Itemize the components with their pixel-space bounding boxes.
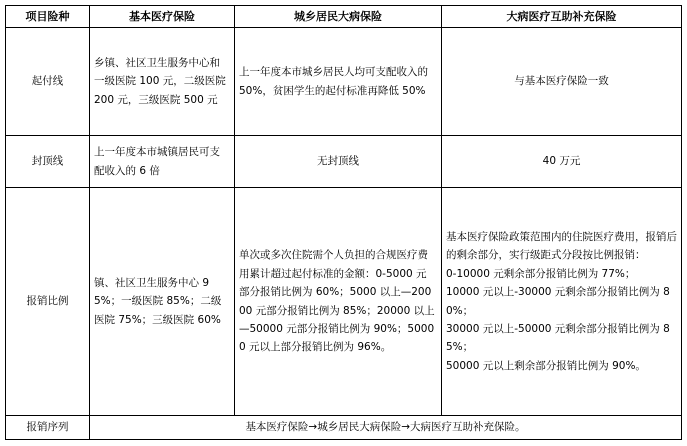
header-urban: 城乡居民大病保险 bbox=[235, 6, 442, 28]
label-reimbursement-order: 报销序列 bbox=[6, 416, 90, 440]
ratio-supplementary bbox=[442, 188, 682, 416]
row-reimbursement-ratio bbox=[6, 188, 682, 416]
ratio-supp-line: 基本医疗保险政策范围内的住院医疗费用，报销后的剩余部分，实行级距式分段按比例报销： bbox=[446, 231, 677, 262]
cap-line-urban: 无封顶线 bbox=[235, 136, 442, 188]
header-item: 项目险种 bbox=[6, 6, 90, 28]
row-reimbursement-order bbox=[6, 416, 682, 440]
header-row bbox=[6, 6, 682, 28]
ratio-urban: 单次或多次住院需个人负担的合规医疗费用累计超过起付标准的金额：0-5000 元部分报销比例为 60%；5000 以上—20000 元部分报销比例为 85%；20000 以上—50000 元部分报销比例为 90%；50000 元以上部分报销比例为 96%。 bbox=[235, 188, 442, 416]
label-start-line: 起付线 bbox=[6, 28, 90, 136]
start-line-basic: 乡镇、社区卫生服务中心和一级医院 100 元，二级医院 200 元，三级医院 500 元 bbox=[90, 28, 235, 136]
cap-line-supplementary: 40 万元 bbox=[442, 136, 682, 188]
ratio-supp-line: 0-10000 元剩余部分报销比例为 77%； bbox=[446, 267, 636, 280]
ratio-basic: 镇、社区卫生服务中心 95%；一级医院 85%；二级医院 75%；三级医院 60% bbox=[90, 188, 235, 416]
cap-line-basic: 上一年度本市城镇居民可支配收入的 6 倍 bbox=[90, 136, 235, 188]
header-basic: 基本医疗保险 bbox=[90, 6, 235, 28]
label-cap-line: 封顶线 bbox=[6, 136, 90, 188]
insurance-comparison-table bbox=[5, 5, 682, 440]
start-line-urban: 上一年度本市城乡居民人均可支配收入的 50%，贫困学生的起付标准再降低 50% bbox=[235, 28, 442, 136]
ratio-supp-line: 30000 元以上-50000 元剩余部分报销比例为 85%； bbox=[446, 322, 670, 354]
ratio-supp-line: 10000 元以上-30000 元剩余部分报销比例为 80%； bbox=[446, 286, 670, 317]
label-reimbursement-ratio: 报销比例 bbox=[6, 188, 90, 416]
header-supplementary: 大病医疗互助补充保险 bbox=[442, 6, 682, 28]
row-start-line bbox=[6, 28, 682, 136]
reimbursement-order-value: 基本医疗保险→城乡居民大病保险→大病医疗互助补充保险。 bbox=[90, 416, 682, 440]
start-line-supplementary: 与基本医疗保险一致 bbox=[442, 28, 682, 136]
row-cap-line bbox=[6, 136, 682, 188]
ratio-supp-line: 50000 元以上剩余部分报销比例为 90%。 bbox=[446, 359, 646, 372]
